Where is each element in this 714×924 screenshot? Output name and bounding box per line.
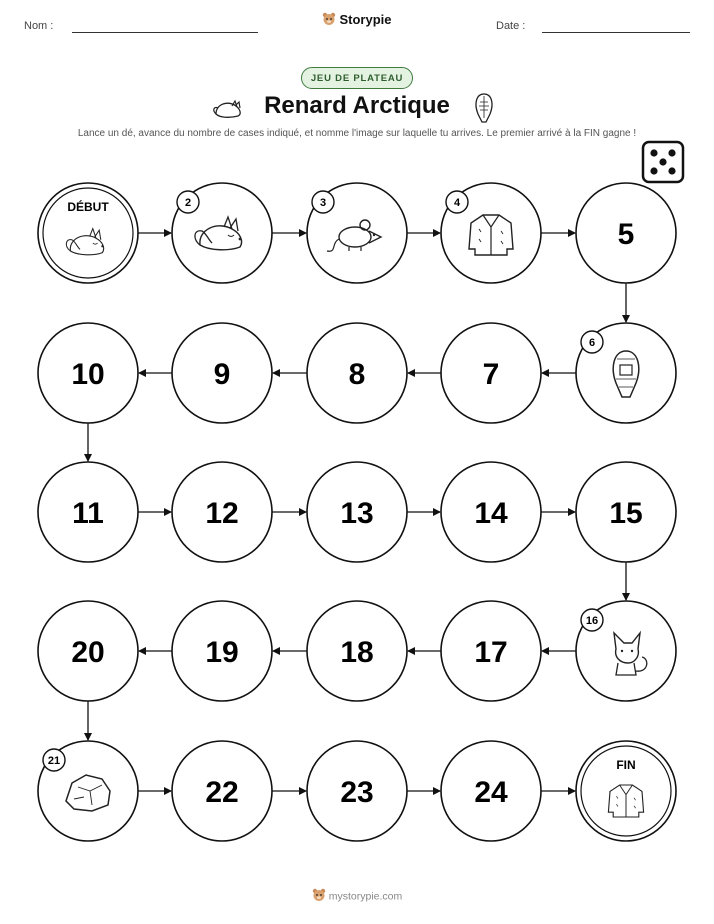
space-number: 23 [340,776,374,809]
board-space-15 [576,462,676,562]
space-number: 14 [474,497,508,530]
footer-url: mystorypie.com [328,890,403,903]
space-number: 21 [47,755,61,767]
board-space-12 [172,462,272,562]
game-type-badge: JEU DE PLATEAU [301,67,413,89]
space-number: 7 [482,358,500,391]
board-space-16 [576,601,676,701]
board-space-9 [172,323,272,423]
space-number-badge [581,609,603,631]
space-number: 9 [213,358,231,391]
space-number: 6 [588,337,596,349]
space-number-badge [312,191,334,213]
board-space-14 [441,462,541,562]
start-label: DÉBUT [67,200,109,214]
space-number: 11 [72,497,104,530]
space-number-badge [446,191,468,213]
space-number: 8 [348,358,366,391]
board-space-6 [576,323,676,423]
board-space-23 [307,741,407,841]
space-number: 2 [184,197,192,209]
space-number: 17 [474,636,508,669]
board-space-21 [38,741,138,841]
space-number: 10 [71,358,105,391]
board-space-20 [38,601,138,701]
space-number: 15 [609,497,643,530]
board-space-18 [307,601,407,701]
board-space-2 [172,183,272,283]
board-space-17 [441,601,541,701]
space-number: 5 [617,218,635,251]
board-space-5 [576,183,676,283]
space-number: 16 [585,615,599,627]
instructions-text: Lance un dé, avance du nombre de cases indiqué, et nomme l'image sur laquelle tu arrives. Le premier arrivé à la FIN gagne ! [77,128,637,139]
board-space-7 [441,323,541,423]
bear-icon [312,888,326,905]
board-space-19 [172,601,272,701]
space-number: 4 [453,197,461,209]
board-space-22 [172,741,272,841]
board-space-24 [441,741,541,841]
space-number: 3 [319,197,327,209]
board-space-25 [576,741,676,841]
space-number: 22 [205,776,239,809]
end-label: FIN [616,758,636,772]
name-label: Nom : [24,20,54,32]
space-number: 20 [71,636,105,669]
space-number: 19 [205,636,239,669]
footer [0,888,714,905]
space-number: 13 [340,497,374,530]
board-space-10 [38,323,138,423]
dice-icon [643,142,683,182]
board-space-1 [38,183,138,283]
board-space-11 [38,462,138,562]
space-number: 18 [340,636,374,669]
space-number-badge [43,749,65,771]
sleeping-fox-icon [214,101,240,117]
snowshoe-icon [476,94,492,122]
space-number: 24 [474,776,508,809]
page-title: Renard Arctique [264,92,450,119]
space-number: 12 [205,497,239,530]
board-space-13 [307,462,407,562]
board-space-3 [307,183,407,283]
space-number-badge [581,331,603,353]
board-space-8 [307,323,407,423]
brand-name: Storypie [339,12,392,27]
board-space-4 [441,183,541,283]
space-number-badge [177,191,199,213]
date-label: Date : [496,20,526,32]
